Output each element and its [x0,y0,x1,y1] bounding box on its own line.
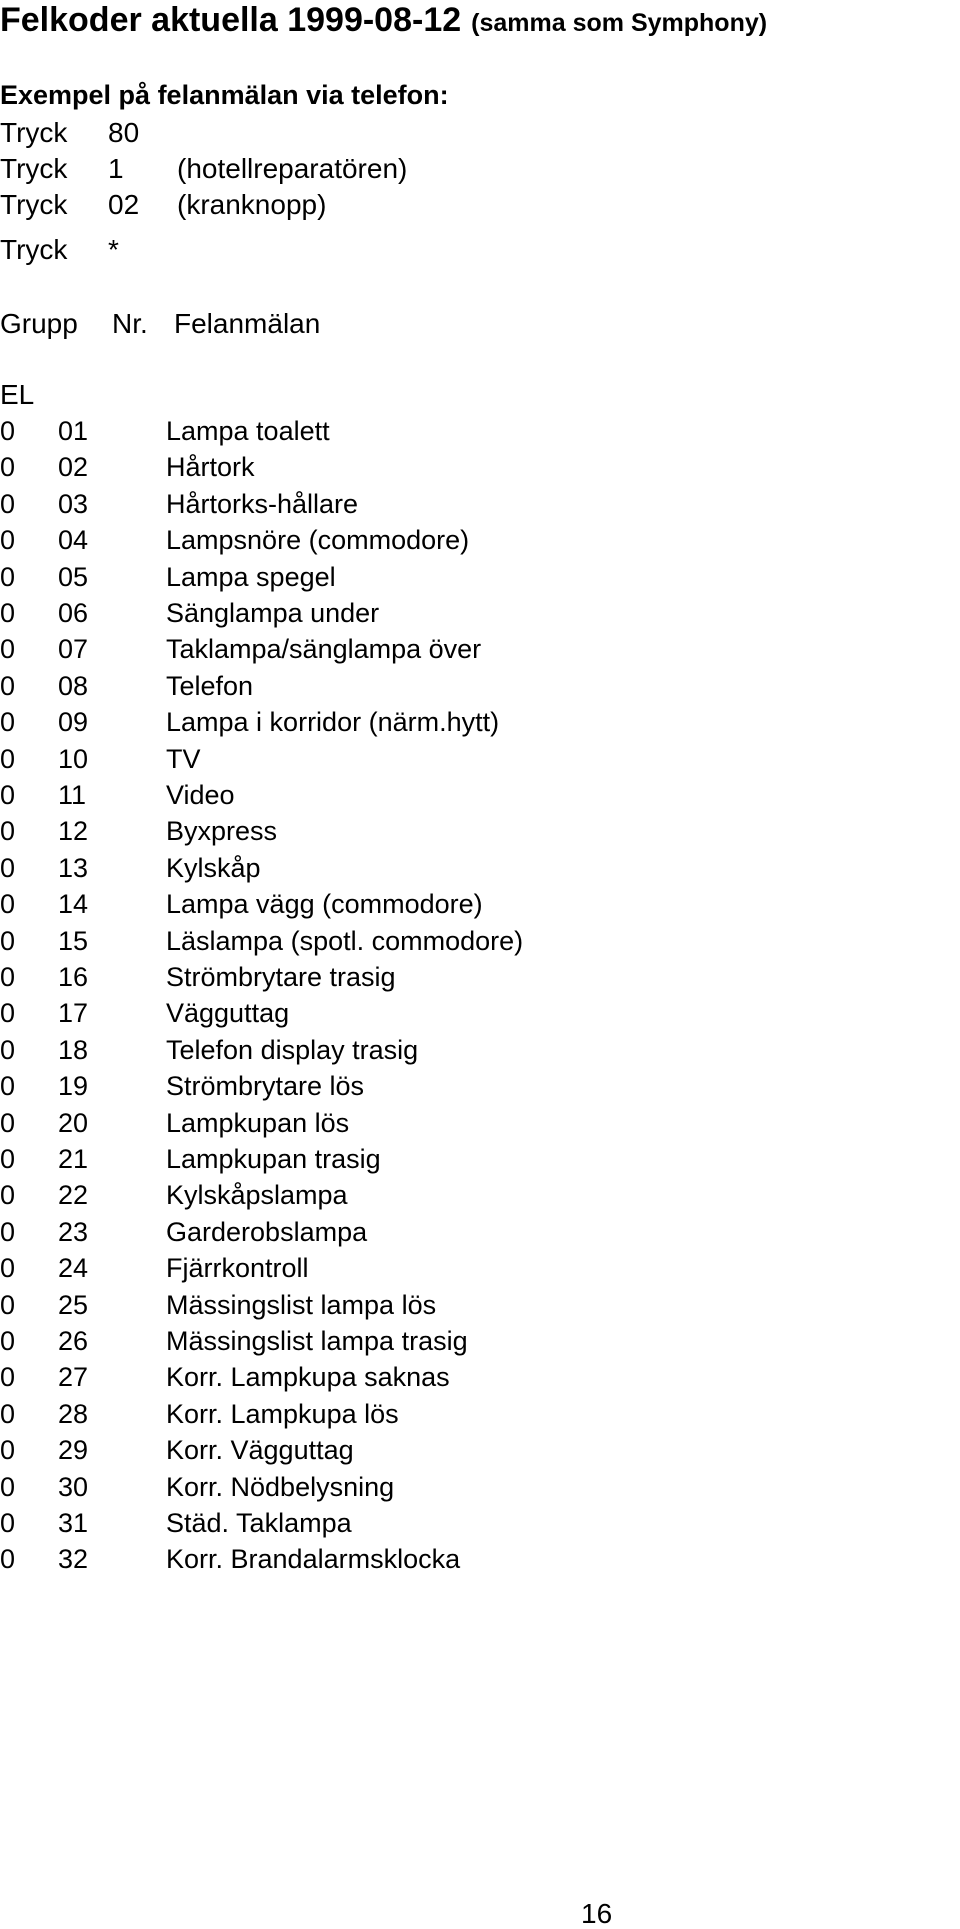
list-item [0,527,960,563]
row-group: 0 [0,926,16,956]
row-number: 31 [58,1508,89,1538]
row-number: 06 [58,598,89,628]
row-group: 0 [0,1362,16,1392]
page-title-text: Felkoder aktuella 1999-08-12 [0,1,462,39]
row-description: Lampkupan trasig [166,1144,381,1174]
row-number: 09 [58,707,89,737]
row-number: 26 [58,1326,89,1356]
list-item [0,564,960,600]
row-number: 02 [58,452,89,482]
row-number: 22 [58,1180,89,1210]
example-step [0,153,408,184]
list-item [0,782,960,818]
row-number: 29 [58,1435,89,1465]
step-key: 02 [108,189,140,220]
list-item [0,418,960,454]
list-item [0,928,960,964]
step-note: (kranknopp) [177,189,327,220]
row-number: 13 [58,853,89,883]
row-description: Mässingslist lampa lös [166,1290,437,1320]
row-description: Lampa i korridor (närm.hytt) [166,707,500,737]
row-group: 0 [0,489,16,519]
row-group: 0 [0,816,16,846]
row-description: Sänglampa under [166,598,380,628]
row-description: Kylskåp [166,853,261,883]
list-item [0,1110,960,1146]
row-number: 05 [58,562,89,592]
row-group: 0 [0,1290,16,1320]
step-key: 80 [108,117,140,148]
example-heading: Exempel på felanmälan via telefon: [0,80,449,110]
step-label: Tryck [0,117,68,148]
row-group: 0 [0,707,16,737]
row-description: Hårtork [166,452,255,482]
row-description: Hårtorks-hållare [166,489,359,519]
group-label: EL [0,379,35,410]
row-group: 0 [0,744,16,774]
list-item [0,1364,960,1400]
row-group: 0 [0,962,16,992]
row-description: Byxpress [166,816,278,846]
row-group: 0 [0,1144,16,1174]
row-description: Lampsnöre (commodore) [166,525,470,555]
row-number: 16 [58,962,89,992]
row-description: Video [166,780,235,810]
row-number: 28 [58,1399,89,1429]
row-number: 19 [58,1071,89,1101]
step-note: (hotellreparatören) [177,153,408,184]
row-group: 0 [0,598,16,628]
row-group: 0 [0,1217,16,1247]
list-item [0,491,960,527]
row-number: 14 [58,889,89,919]
column-heading-number: Nr. [112,308,148,339]
example-step [0,117,140,148]
list-item [0,1182,960,1218]
row-group: 0 [0,1472,16,1502]
row-group: 0 [0,562,16,592]
page-number: 16 [581,1898,613,1929]
row-description: Korr. Nödbelysning [166,1472,395,1502]
list-item [0,1037,960,1073]
row-number: 11 [58,780,87,810]
row-description: Korr. Lampkupa saknas [166,1362,450,1392]
list-item [0,1437,960,1473]
row-number: 17 [58,998,89,1028]
row-description: Städ. Taklampa [166,1508,352,1538]
row-group: 0 [0,1035,16,1065]
row-description: Mässingslist lampa trasig [166,1326,468,1356]
row-description: Korr. Vägguttag [166,1435,354,1465]
step-key: 1 [108,153,124,184]
list-item [0,964,960,1000]
row-description: Fjärrkontroll [166,1253,309,1283]
list-item [0,1146,960,1182]
column-heading-report: Felanmälan [174,308,321,339]
row-number: 20 [58,1108,89,1138]
list-item [0,673,960,709]
list-item [0,1328,960,1364]
row-group: 0 [0,1399,16,1429]
row-number: 01 [58,416,89,446]
list-item [0,636,960,672]
list-item [0,709,960,745]
page-title [0,3,767,37]
row-description: Strömbrytare trasig [166,962,396,992]
row-group: 0 [0,1435,16,1465]
row-group: 0 [0,452,16,482]
row-group: 0 [0,780,16,810]
row-group: 0 [0,889,16,919]
row-description: Strömbrytare lös [166,1071,365,1101]
row-description: Lampa toalett [166,416,330,446]
row-number: 24 [58,1253,89,1283]
list-item [0,1546,960,1582]
row-group: 0 [0,1180,16,1210]
row-number: 08 [58,671,89,701]
row-group: 0 [0,416,16,446]
row-description: Telefon display trasig [166,1035,419,1065]
step-label: Tryck [0,189,68,220]
row-description: TV [166,744,201,774]
row-description: Garderobslampa [166,1217,368,1247]
row-group: 0 [0,1544,16,1574]
list-item [0,1510,960,1546]
row-group: 0 [0,853,16,883]
column-heading-group: Grupp [0,308,78,339]
row-number: 18 [58,1035,89,1065]
list-item [0,855,960,891]
list-item [0,600,960,636]
row-group: 0 [0,671,16,701]
list-item [0,1474,960,1510]
row-description: Lampkupan lös [166,1108,350,1138]
list-item [0,1073,960,1109]
row-number: 25 [58,1290,89,1320]
row-number: 30 [58,1472,89,1502]
row-group: 0 [0,1108,16,1138]
row-group: 0 [0,1508,16,1538]
list-item [0,1292,960,1328]
row-number: 12 [58,816,89,846]
step-label: Tryck [0,234,68,265]
list-item [0,1000,960,1036]
row-description: Korr. Brandalarmsklocka [166,1544,461,1574]
row-group: 0 [0,525,16,555]
row-number: 10 [58,744,89,774]
row-description: Taklampa/sänglampa över [166,634,482,664]
list-item [0,746,960,782]
row-group: 0 [0,1071,16,1101]
row-number: 07 [58,634,89,664]
row-number: 27 [58,1362,89,1392]
list-item [0,1219,960,1255]
step-label: Tryck [0,153,68,184]
row-number: 23 [58,1217,89,1247]
row-description: Lampa spegel [166,562,336,592]
list-item [0,891,960,927]
row-group: 0 [0,998,16,1028]
row-description: Lampa vägg (commodore) [166,889,483,919]
row-number: 21 [58,1144,89,1174]
list-item [0,818,960,854]
example-step [0,234,119,265]
page-title-note: (samma som Symphony) [471,9,768,37]
step-key: * [108,234,119,265]
row-description: Vägguttag [166,998,290,1028]
list-item [0,1255,960,1291]
list-item [0,1401,960,1437]
row-number: 04 [58,525,89,555]
list-item [0,454,960,490]
row-group: 0 [0,1253,16,1283]
row-number: 15 [58,926,89,956]
row-group: 0 [0,634,16,664]
example-step [0,189,327,220]
row-description: Telefon [166,671,254,701]
row-description: Korr. Lampkupa lös [166,1399,399,1429]
row-number: 32 [58,1544,89,1574]
row-number: 03 [58,489,89,519]
row-group: 0 [0,1326,16,1356]
row-description: Kylskåpslampa [166,1180,348,1210]
row-description: Läslampa (spotl. commodore) [166,926,524,956]
